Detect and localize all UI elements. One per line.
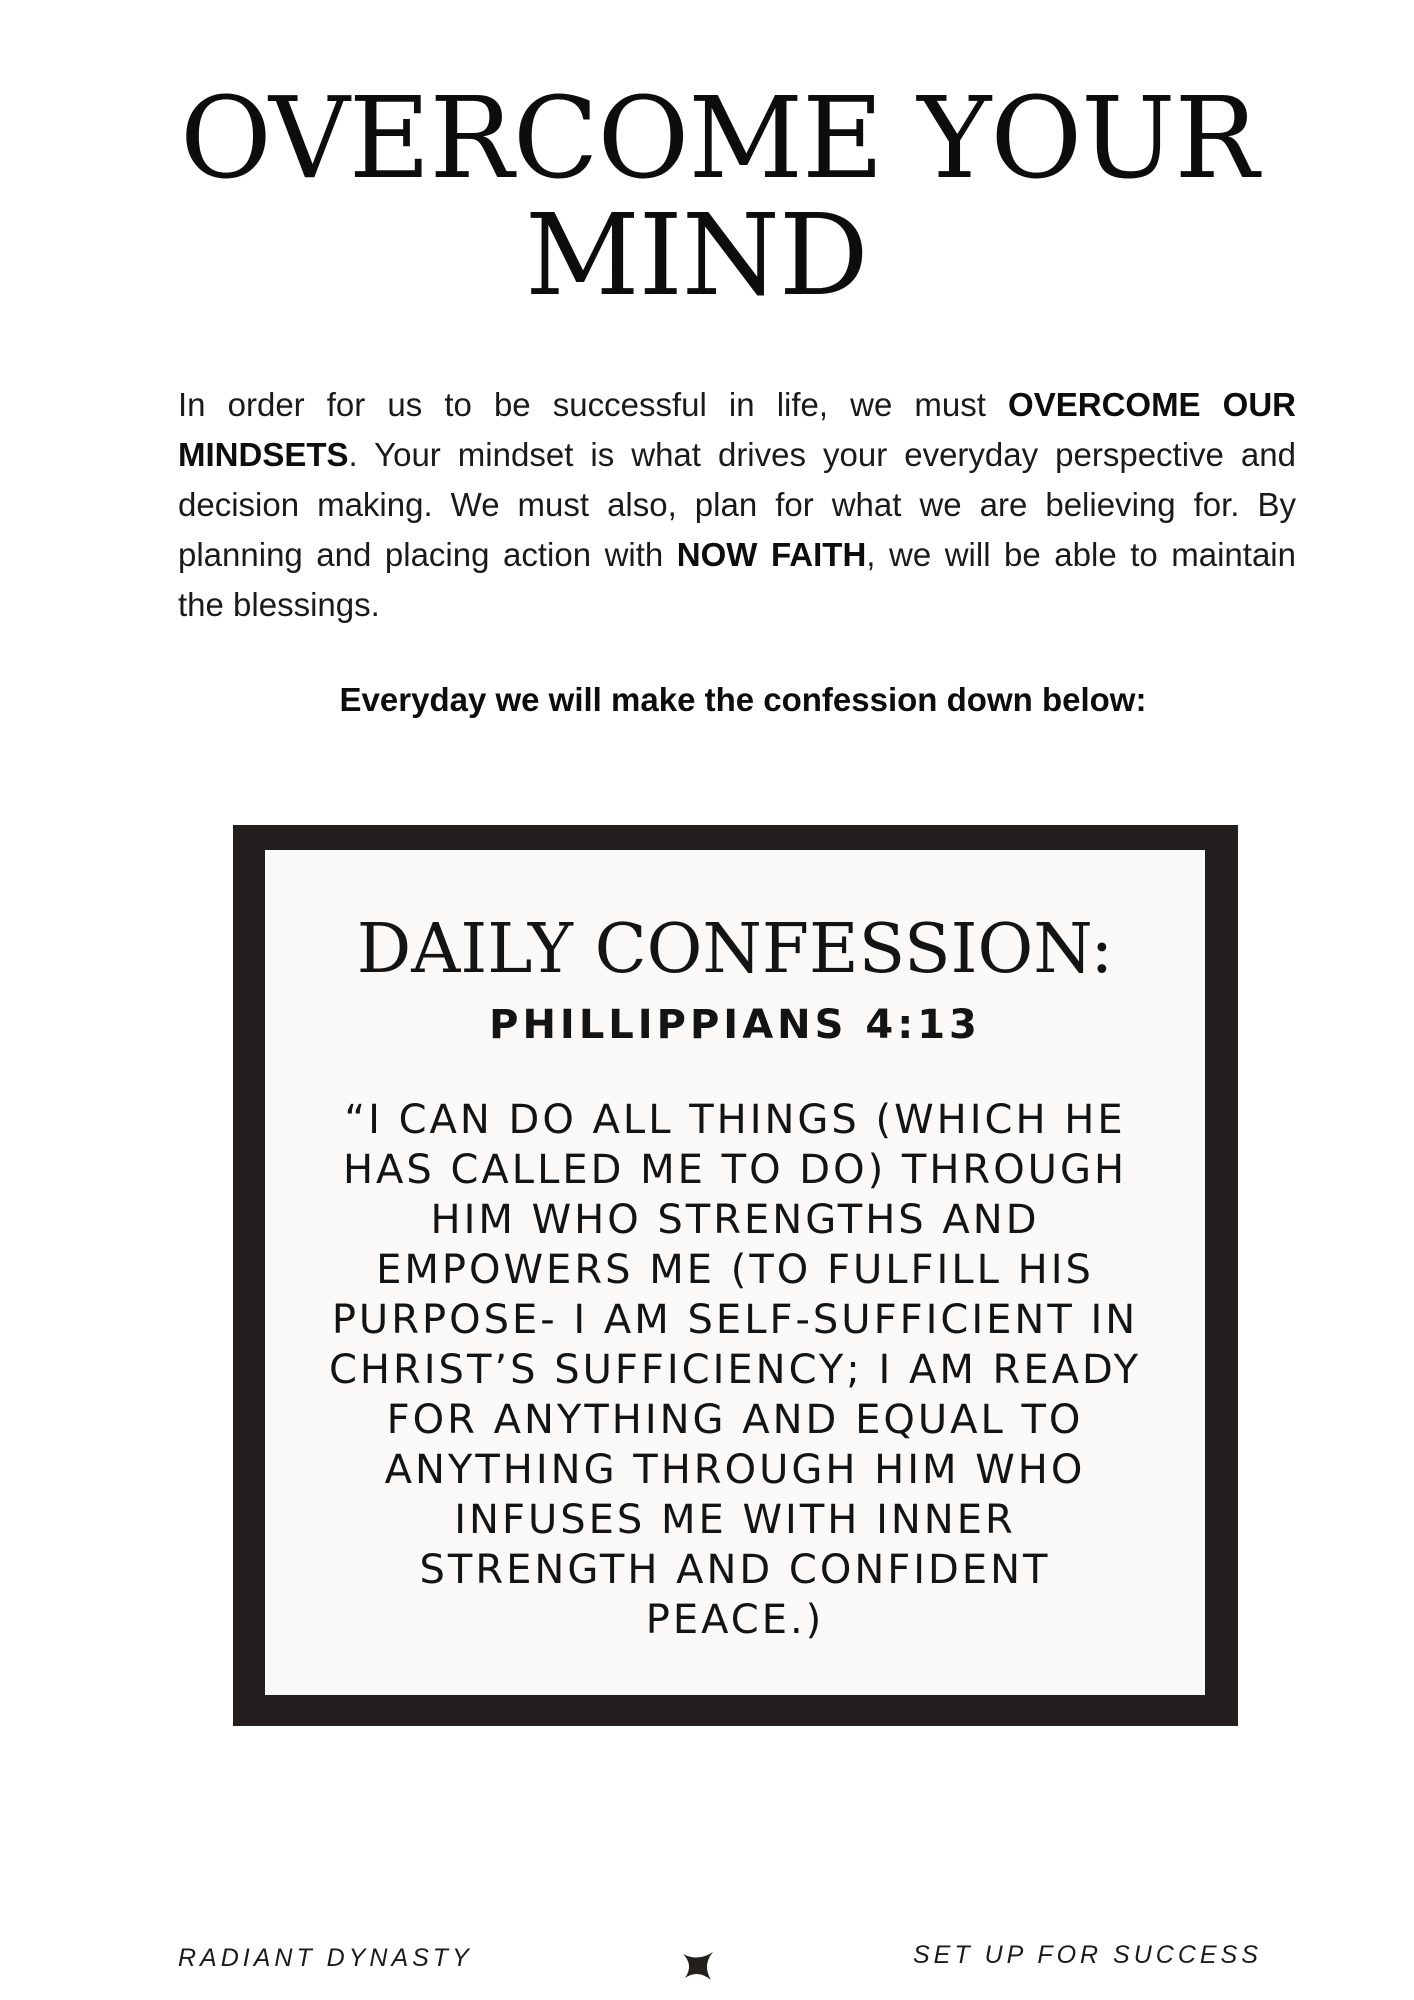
scripture-quote [265, 1095, 1205, 1645]
quote-line: PURPOSE- I AM SELF-SUFFICIENT IN [331, 1297, 1139, 1343]
quote-line: INFUSES ME WITH INNER [454, 1497, 1016, 1543]
quote-line: “I CAN DO ALL THINGS (WHICH HE [344, 1097, 1126, 1143]
confession-lead [0, 680, 1414, 720]
scripture-reference: PHILLIPPIANS 4:13 [489, 1002, 981, 1048]
quote-line: CHRIST’S SUFFICIENCY; I AM READY [328, 1347, 1142, 1393]
intro-paragraph [178, 380, 1296, 630]
sparkle-icon [681, 1948, 715, 1982]
confession-title: DAILY CONFESSION: [356, 910, 1114, 989]
intro-text-1: In order for us to be successful in life, we must [178, 386, 1009, 423]
footer-brand: RADIANT DYNASTY [178, 1944, 473, 1972]
page-title-line-1: OVERCOME YOUR [180, 74, 1258, 204]
quote-line: STRENGTH AND CONFIDENT [419, 1547, 1051, 1593]
intro-text-2: . Your mindset is what drives your everyday perspective and decision making. We must also, plan for what we are believing for. By planning and placing action with [178, 436, 1296, 573]
page-title-line-2: MIND [525, 191, 868, 321]
quote-line: FOR ANYTHING AND EQUAL TO [386, 1397, 1084, 1443]
quote-line: HAS CALLED ME TO DO) THROUGH [342, 1147, 1128, 1193]
quote-line: HIM WHO STRENGTHS AND [430, 1197, 1040, 1243]
confession-card [265, 850, 1205, 1695]
footer-tagline: SET UP FOR SUCCESS [913, 1941, 1262, 1969]
confession-lead-text: Everyday we will make the confession down below: [339, 681, 1147, 718]
intro-text-3: , we will be able to maintain the blessings. [178, 536, 1296, 623]
intro-emphasis-now-faith: NOW FAITH [676, 536, 867, 573]
quote-line: ANYTHING THROUGH HIM WHO [384, 1447, 1086, 1493]
quote-line: PEACE.) [645, 1597, 825, 1643]
quote-line: EMPOWERS ME (TO FULFILL HIS [376, 1247, 1094, 1293]
intro-emphasis-mindsets: OVERCOME OUR MINDSETS [178, 386, 1296, 473]
